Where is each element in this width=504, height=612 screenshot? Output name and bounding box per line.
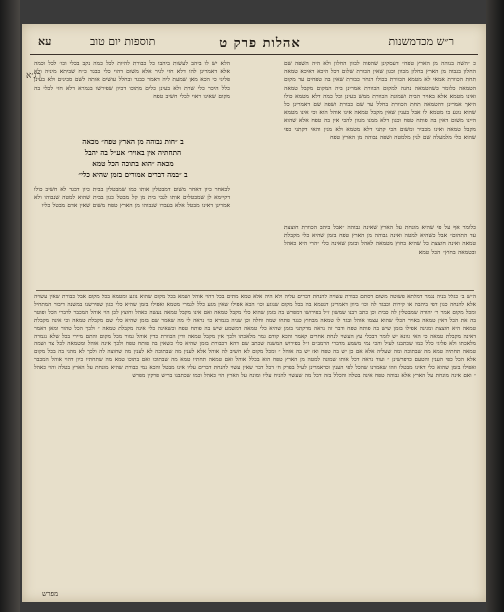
mishnah-line: מכאה ״הוא בתוכה הכל טמא xyxy=(92,159,174,168)
mishnah-line: ב ״חות נבוהה מן הארץ טפח״ מכאה xyxy=(82,137,184,146)
scan-edge-left xyxy=(0,0,20,612)
header-chapter-title: אהלות פרק ט xyxy=(219,36,301,51)
scan-edge-right xyxy=(486,0,504,612)
commentary-block-right-mid: כלומר אף על פי שהיא מונחת על הארץ שאינה גבוהה ״אבל ביהב הכוורת חוצצת עד התהום״ אבל כשהיא למטה ואינה גבוהה מן הארץ טפח בזמן שהיא כלי מקבלת טמאה ואינה חוצצת כל שהיא בחוץ מטמאה לאהל ובזמן שאינה כלי ״הרי היא כאהל ובטמאה בחוץ״ הכל טמא xyxy=(284,225,476,256)
mishnah-line: התחתיה אין באויר׳ אע״ל בה יהבל xyxy=(84,148,182,157)
catchword: מפרש xyxy=(42,590,59,598)
running-header xyxy=(30,32,478,55)
header-left-title: תוספות יום טוב xyxy=(90,35,156,48)
commentary-block-right-top: כ ״השה בנוהה מן הארץ טפח״ דעסקינן שהפוה לכוון החלון ולא היה השפה שם החלון בגבוה מן הארץ בחלון מכוון וכגון שאין הכורת שלום דכל היכא דאיכא טמאה תחת הכוורת אמאי לא מטמא הכוורת בכולו דגחר כבורת שאין בה טפחים עד מקום הטמאה כלומר כשהטמאה נחנה למקום הכוורת אמרינן ביה המקום מקבל טמאה ואינו מטמא אלא באויר הבית ושמונת הכוורת ממש בעינן וכל כמה דלא מטמא כולו היאך אמרינן דהטמאה תחת הכוורת בחלל עד שם כבורת ושפה שם דאמרינן כל שהוא נוגע בו מטמא לו אבל בענין שאין מקבל טמאה אינו אוהל הוא וכי אינו מטמא היינו משום דאין בה פותח טפח וכגון דלא ממנו מגוון להכי אין בה טפח אלא שהוא מקבל טמאה ואינו מכביר ומשום הכי קתני דלא מטמא ולא מגין והאי דקתני כפי שהוא כלי מלמעלה שם לנין מלמטה ושפה נבוהה מן הארץ טפח xyxy=(284,61,476,141)
mishnah-text-inset xyxy=(36,136,230,182)
section-divider xyxy=(36,290,474,291)
folio-number: עא xyxy=(38,35,52,48)
header-right-title: ר״ש מכדמשנות xyxy=(388,35,454,48)
mishnah-line: ב ״במה דברים אמורים בזמן שהיא כלי״ xyxy=(78,170,188,179)
commentary-block-full-width: ה״ש ב׳ כגלל בניה נגמר דמלתא פשוטה משום דסתם כבורת עשויה להנחת דברים עליה ולא היה אלא טמא מתים בכל דהוי אוהל ושמא בכל מקום שהוא נוגע ומטמא בכל מקום אבל כבורת שאין עשויה אלא להנחה כגון דפי ביהבה או קירות וכבגד לה וכו׳ ביוון דאמרינן דנטמא בה בכל מקום שנוגע וכו׳ הכא אפילו שאין מגע כלל לגמרי מטמא ואפילו בזמן שהיא כלי כגון שפירשנו במשנה דיבור המתחיל ומכל מקום אמר ר׳ יהודה שמבטלין לה כבית וכן כתב רבנו שמשון ז״ל בפירושו דמפרש בה בזמן שהוא כלי מקבל טמאה ואם אינו מקבל טמאה נעשה כאהל וחוצץ לכן הוי אוהל המכבר לדברי הכל ופוטר בה את הכל דאין טמאה באויר הכלי שהוא עצמו אוהל ובגד לו טמאה מבחוץ כנגד פתחו שמה וחלה וכן שניה בגמרא כו׳ נראה לי מה שאמר שם בזמן שהיא כלי שם מקבלת טמאה וכי אינה מקבלת טמאה היא חוצצת ומגינה אפילו בזמן שיש בה פותח טפח ודבר זה נראה מדקתני בזמן שהיא כלי טמאה דמשמע שיש בה פותח טפח וכשאינה כלי אינה מקבלת טמאה ״ ולכך הכל טהור ומאן דאמר דאינה מקבלת טמאה כי האי גוונא יש לומר דבכלי עץ העשוי לנחת אחרים קאמר והכא קודם גמר מלאכתו ולכך אין מקבל טמאה ודין הכוורת כדין אוהל גמור מכל מקום והתם מיירי בכל שלא נגמרה מלאכתו ולא פליגי כלל כמו שכתבנו לעיל והכי נמי משמע מדברי הרמב״ם ז״ל בפירוש המשנה שכתב שם דהא דכבורת בזמן שהיא כלי כשאין בה פותח טפח ולכך אינה אוהל ומטמאה לכל צד ושמה טמאה תחתיה טמא מה שבתוכה ומה שעליה אלא אם כן יש בה טפח ואז יש בה אוהל ״ ומכל מקום לא חשיב לה אוהל אלא לענין מה שבתוכה לא לענין מה שחוצה לה ולכך לא מהני בה בכל מקום אלא הכל כפי הענין והטעם כדפרשינן ״ ועוד נראה דכל אותו שמונה למטה מן הארץ טפח הוא בכלל אוהל ואם טמאה תחתיו טמא מה שבתוכו ואם בתוכו טמא מה שתחתיו כיון דהוי אוהל המכבר ואפילו בזמן שהוא כלי דאינו מבטלו וזהו שאמרנו שהכל לפי הענין וכדאמרינן לעיל בפרק ח׳ דכל דבר שאין עשוי להנחת דברים עליו אינו מבטל והכא נמי כבורת שהיא מונחת על הארץ בטלה והוי כאהל ״ ואם אינה מונחת על הארץ אלא גבוהה טפח אינה בטלה והכלל בזה דכל מה שעשוי להניח עליו ומונח על הארץ הוי כאהל וכמו שכתבנו בריש פרקין מפרש xyxy=(34,294,476,380)
commentary-block-left-top: הלא יש לו ביהב לעשות ביהבו כל כבורת להיות לכל כמה נקב בכלי וכו׳ לכל וכמה אלא דאמרינן להו דלא חזי לגיר אלא משום דהוי כלי כבגד כ״ח שביתא מיניה ולא פליגי כי הכא מאן שמעת ליה דאמר כבגד ובחלל עושים אותה לשם סכינים ולא בעינן כלל היכר כלי שרת ולא בעינן כלים מתוכו דכיון שפירשו בגמרא דלא חזי לכלי בה מקום שאינו ראוי לכלי חשיב טפח xyxy=(34,61,230,100)
margin-marker: רג׳א xyxy=(26,71,41,81)
commentary-block-left-mid: לכאחר כיון דאחר משום דמבטלין אותו כמו שמבטלין בבית כיון דבגד לא חשיב כולו דקיימא לן שמבטלים אותו לגבי בית מן קל מבטל כגון בבית שהוא למטה שנבוהו ולא אמרינן דאינו מבטל אלא בעבדו שנבוהו מן הארץ טפח משום שאין אדם מבטל כליו xyxy=(34,187,230,210)
book-page xyxy=(22,24,486,602)
